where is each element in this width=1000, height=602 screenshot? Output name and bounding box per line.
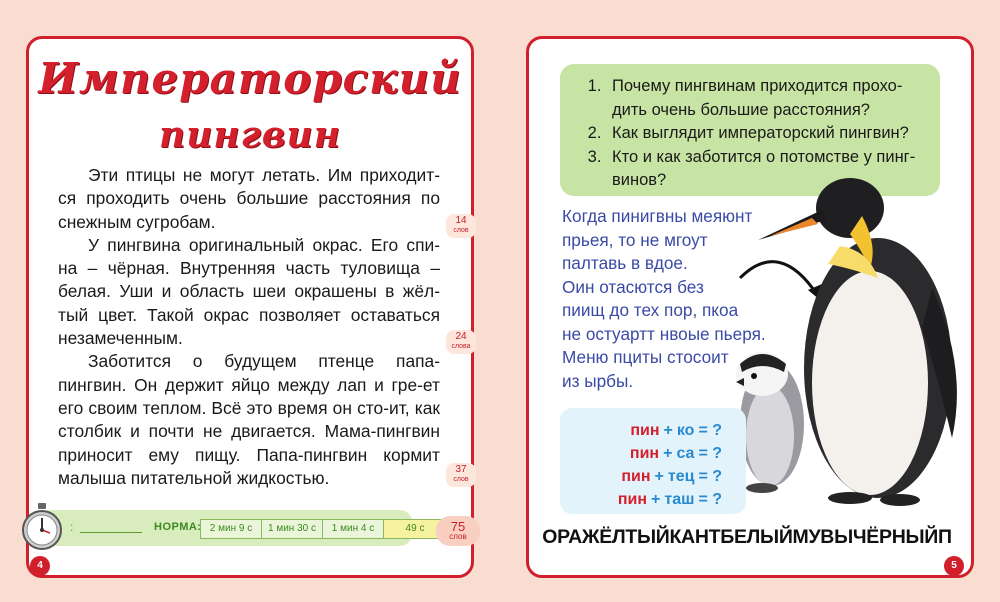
syllable-first: пин <box>630 422 660 439</box>
syllable-second: ко <box>676 422 695 439</box>
syllable-row <box>621 468 726 486</box>
equals-question: = ? <box>698 468 722 485</box>
hidden-words-strip: ОРАЖЁЛТЫЙКАНТБЕЛЫЙМУВЫЧЁРНЫЙП <box>542 526 952 548</box>
paragraph-2: У пингвина оригинальный окрас. Его спи-на – чёрная. Внутренняя часть туловища – белая. Уши и область шеи окрашены в жёл-тый цвет. Такой окрас позволяет оставаться незамеченным. <box>58 234 440 349</box>
page-title: Императорский <box>38 54 462 103</box>
left-page-content <box>26 36 474 578</box>
total-word-count-badge <box>436 516 480 546</box>
page-subtitle: пингвин <box>159 114 341 156</box>
reading-norm-bar <box>40 510 425 546</box>
syllable-first: пин <box>629 445 660 462</box>
scrambled-line: прьея, то не мгоут <box>562 229 708 250</box>
norm-cell: 49 с <box>384 520 446 538</box>
plus-sign: + <box>663 445 673 462</box>
norm-cell: 1 мин 30 с <box>262 520 323 538</box>
norm-cell: 1 мин 4 с <box>323 520 384 538</box>
word-count-badge <box>446 214 476 238</box>
syllable-first: пин <box>621 468 651 485</box>
syllable-second: тец <box>667 468 695 485</box>
syllable-second: са <box>676 445 695 462</box>
total-word-count-unit: слов <box>449 532 467 541</box>
syllable-row <box>618 491 726 509</box>
syllable-row <box>630 422 726 440</box>
stopwatch-icon <box>20 502 64 552</box>
word-count-unit: слов <box>453 476 469 483</box>
paragraph-1: Эти птицы не могут летать. Им приходит-ся проходить очень большие расстояния по снежным сугробам. <box>58 165 440 232</box>
question-item: 1. Почему пингвинам приходится прохо-дить очень большие расстояния? <box>606 75 926 122</box>
word-count-number: 14 <box>455 215 467 226</box>
word-count-number: 37 <box>455 464 467 475</box>
time-colon: : <box>70 520 74 534</box>
equals-question: = ? <box>698 422 722 439</box>
paragraph-3: Заботится о будущем птенце папа-пингвин. Он держит яйцо между лап и гре-ет его своим теплом. Всё это время он сто-ит, как столбик и почти не двигается. Мама-пингвин приносит ему пищу. Папа-пингвин кормит малыша питательной жидкостью. <box>58 351 440 488</box>
scrambled-line: из ырбы. <box>562 370 634 391</box>
time-blank-line <box>80 532 142 533</box>
word-count-number: 24 <box>455 331 467 342</box>
word-count-badge <box>446 330 476 354</box>
scrambled-line: не остуартт нвоые пьеря. <box>562 323 766 344</box>
scrambled-line: пиищ до тех пор, пкоа <box>562 300 739 320</box>
page-number-right: 5 <box>944 556 964 576</box>
syllable-row <box>630 445 726 463</box>
page-number-left: 4 <box>30 556 50 576</box>
plus-sign: + <box>654 468 664 485</box>
question-item: 2. Как выглядит императорский пингвин? <box>606 122 926 146</box>
plus-sign: + <box>663 422 673 439</box>
word-count-badge <box>446 463 476 487</box>
question-item: 3. Кто и как заботится о потомстве у пинг-винов? <box>606 146 926 193</box>
norm-table <box>200 519 447 539</box>
syllable-exercise <box>560 408 746 514</box>
word-count-unit: слова <box>451 343 471 350</box>
scrambled-line: палтавь в вдое. <box>562 253 688 273</box>
syllable-first: пин <box>617 491 648 508</box>
word-count-unit: слов <box>453 227 469 234</box>
norm-label: НОРМА: <box>154 521 202 533</box>
syllable-second: таш <box>664 491 695 508</box>
total-word-count-number: 75 <box>450 519 466 534</box>
scrambled-line: Оин отасются без <box>562 276 704 297</box>
article-text <box>58 164 440 490</box>
plus-sign: + <box>651 491 661 508</box>
scrambled-line: Когда пинигвны меяюнт <box>562 206 753 226</box>
equals-question: = ? <box>698 445 722 462</box>
equals-question: = ? <box>698 491 722 508</box>
scrambled-line: Меню пциты стосоит <box>562 347 729 367</box>
norm-cell: 2 мин 9 с <box>201 520 262 538</box>
